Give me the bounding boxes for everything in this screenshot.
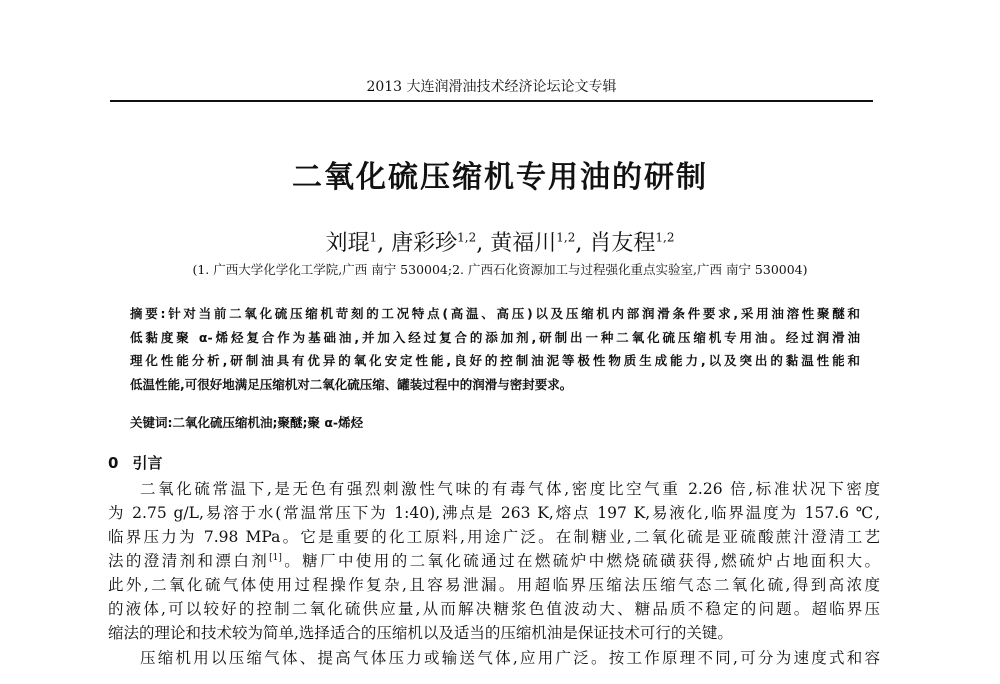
body-line: 为 2.75 g/L,易溶于水(常温常压下为 1:40),沸点是 263 K,熔点 197 K,易液化,临界温度为 157.6 ℃,: [108, 504, 880, 522]
author-separator: ,: [377, 231, 385, 256]
author-name: 黄福川: [490, 231, 557, 256]
author-separator: ,: [575, 231, 583, 256]
keywords: 关键词:二氧化硫压缩机油;聚醚;聚 α-烯烃: [130, 415, 364, 430]
header-rule: [110, 100, 873, 102]
body-line: 二氧化硫常温下,是无色有强烈刺激性气味的有毒气体,密度比空气重 2.26 倍,标准状况下密度: [140, 480, 880, 498]
author-name: 刘琨: [325, 231, 370, 256]
body-line: 临界压力为 7.98 MPa。它是重要的化工原料,用途广泛。在制糖业,二氧化硫是亚硫酸蔗汁澄清工艺: [108, 528, 880, 546]
author-separator: ,: [476, 231, 484, 256]
running-header: 2013 大连润滑油技术经济论坛论文专辑: [366, 79, 617, 95]
section-title: 引言: [132, 454, 163, 472]
author-list: [0, 226, 1000, 257]
abstract-line: 摘要:针对当前二氧化硫压缩机苛刻的工况特点(高温、高压)以及压缩机内部润滑条件要求,采用油溶性聚醚和: [130, 306, 860, 321]
author-affiliation-mark: 1,2: [457, 230, 477, 245]
body-line: [108, 549, 880, 571]
author-name: 唐彩珍: [391, 231, 458, 256]
author-affiliation-mark: 1: [369, 230, 378, 245]
citation-ref[interactable]: [1]: [269, 552, 282, 563]
body-text: 。糖厂中使用的二氧化硫通过在燃硫炉中燃烧硫磺获得,燃硫炉占地面积大。: [281, 552, 880, 570]
abstract-line: 低温性能,可很好地满足压缩机对二氧化硫压缩、罐装过程中的润滑与密封要求。: [130, 377, 573, 392]
body-text: 法的澄清剂和漂白剂: [108, 552, 270, 570]
affiliations: (1. 广西大学化学化工学院,广西 南宁 530004;2. 广西石化资源加工与过程强化重点实验室,广西 南宁 530004): [192, 262, 808, 277]
section-heading: [108, 452, 176, 473]
author-affiliation-mark: 1,2: [655, 230, 675, 245]
body-line: 此外,二氧化硫气体使用过程操作复杂,且容易泄漏。用超临界压缩法压缩气态二氧化硫,得到高浓度: [108, 576, 880, 594]
section-number: 0: [108, 454, 119, 472]
body-line: 的液体,可以较好的控制二氧化硫供应量,从而解决糖浆色值波动大、糖品质不稳定的问题。超临界压: [108, 600, 880, 618]
body-line: 压缩机用以压缩气体、提高气体压力或输送气体,应用广泛。按工作原理不同,可分为速度式和容: [140, 649, 880, 667]
abstract-line: 低黏度聚 α-烯烃复合作为基础油,并加入经过复合的添加剂,研制出一种二氧化硫压缩机专用油。经过润滑油: [130, 330, 860, 345]
paper-title: 二氧化硫压缩机专用油的研制: [292, 160, 708, 195]
author-affiliation-mark: 1,2: [556, 230, 576, 245]
abstract-line: 理化性能分析,研制油具有优异的氧化安定性能,良好的控制油泥等极性物质生成能力,以及突出的黏温性能和: [130, 353, 860, 368]
author-name: 肖友程: [589, 231, 656, 256]
body-line: 缩法的理论和技术较为简单,选择适合的压缩机以及适当的压缩机油是保证技术可行的关键。: [108, 624, 733, 642]
